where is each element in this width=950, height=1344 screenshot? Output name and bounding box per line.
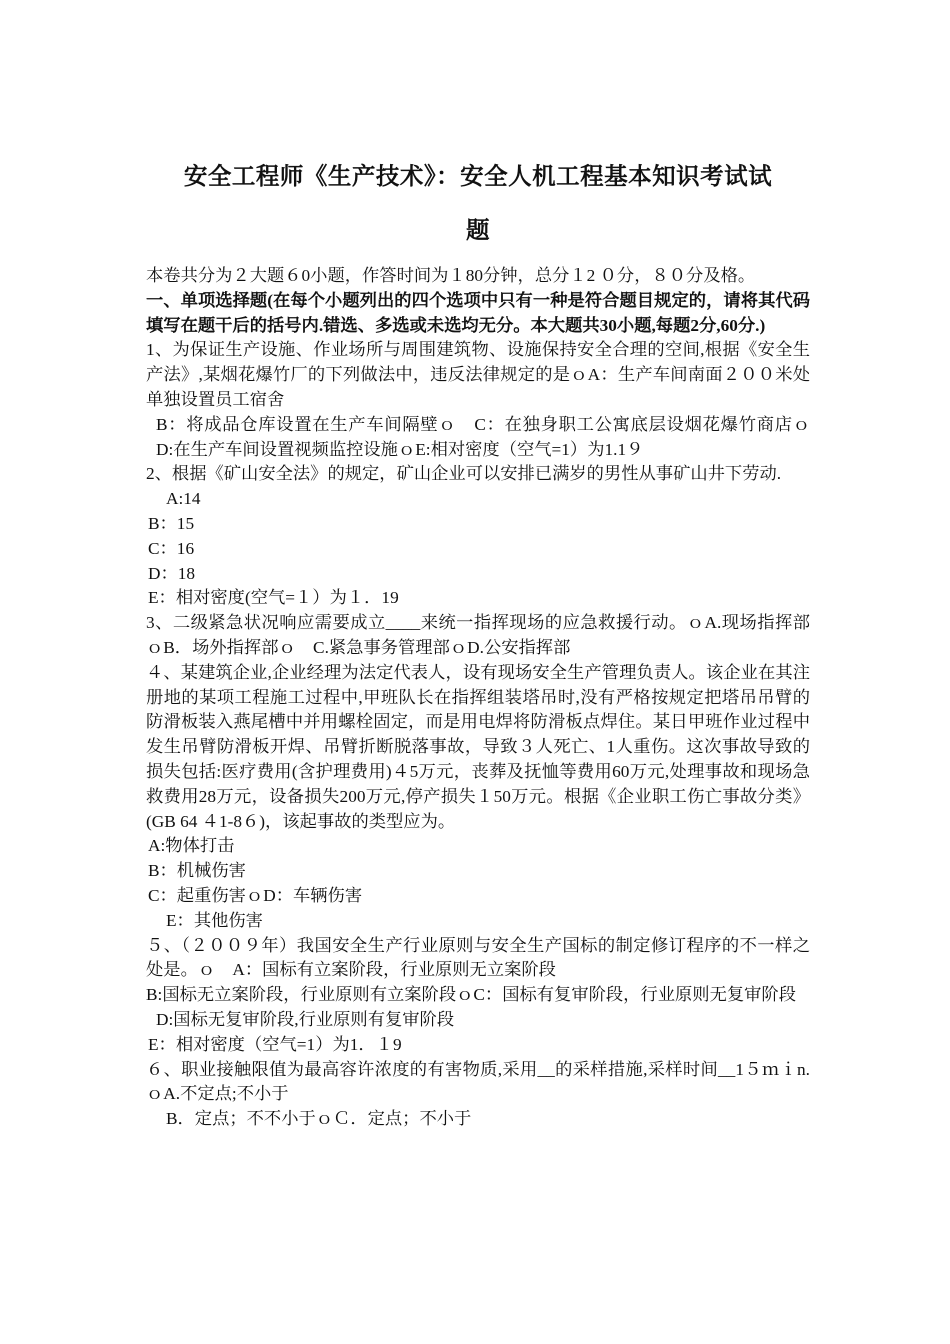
question-2-option-e: E：相对密度(空气=１）为１．19 bbox=[148, 588, 399, 608]
question-4-option-cd: C：起重伤害ｏD：车辆伤害 bbox=[148, 885, 363, 905]
question-4-option-b: B：机械伤害 bbox=[148, 861, 246, 881]
question-5-stem: ５、（２００９年）我国安全生产行业原则与安全生产国标的制定修订程序的不一样之处是。ｏ A：国标有立案阶段，行业原则无立案阶段 bbox=[146, 935, 810, 980]
question-1-options: B：将成品仓库设置在生产车间隔壁ｏ C：在独身职工公寓底层设烟花爆竹商店ｏ D:在生产车间设置视频监控设施ｏE:相对密度（空气=1）为1.1９ bbox=[156, 414, 828, 459]
title-line-2: 题 bbox=[466, 218, 490, 244]
question-2-option-d: D：18 bbox=[148, 563, 196, 583]
question-4-option-e: E：其他伤害 bbox=[166, 910, 263, 930]
question-3: 3、二级紧急状况响应需要成立____来统一指挥现场的应急救援行动。ｏA.现场指挥部ｏB．场外指挥部ｏ C.紧急事务管理部ｏD.公安指挥部 bbox=[146, 613, 810, 657]
question-5-option-d: D:国标无复审阶段,行业原则有复审阶段 bbox=[156, 1009, 455, 1029]
question-5-options-bc: B:国标无立案阶段，行业原则有立案阶段ｏC：国标有复审阶段，行业原则无复审阶段 bbox=[146, 985, 796, 1005]
question-2-option-a: A:14 bbox=[166, 489, 201, 509]
question-5-option-e: E：相对密度（空气=1）为1．１9 bbox=[148, 1034, 402, 1054]
question-2-option-b: B：15 bbox=[148, 513, 195, 533]
document-page bbox=[146, 150, 828, 1132]
title-line-1: 安全工程师《生产技术》：安全人机工程基本知识考试试 bbox=[183, 164, 773, 190]
question-2-stem: 2、根据《矿山安全法》的规定，矿山企业可以安排已满岁的男性从事矿山井下劳动. bbox=[146, 464, 782, 484]
section-heading: 一、单项选择题(在每个小题列出的四个选项中只有一种是符合题目规定的，请将其代码填写在题干后的括号内.错选、多选或未选均无分。本大题共30小题,每题2分,60分.) bbox=[146, 290, 810, 335]
question-6-options: B．定点；不不小于ｏＣ．定点；不小于 bbox=[166, 1109, 472, 1129]
question-4-stem: ４、某建筑企业,企业经理为法定代表人，设有现场安全生产管理负责人。该企业在其注册地的某项工程施工过程中,甲班队长在指挥组装塔吊时,没有严格按规定把塔吊吊臂的防滑板装入燕尾槽中并用螺栓固定，而是用电焊将防滑板点焊住。某日甲班作业过程中发生吊臂防滑板开焊、吊臂折断脱落事故，导致３人死亡、1人重伤。这次事故导致的损失包括:医疗费用(含护理费用)４5万元，丧葬及抚恤等费用60万元,处理事故和现场急救费用28万元，设备损失200万元,停产损失１50万元。根据《企业职工伤亡事故分类》(GB 64 ４1-8６)，该起事故的类型应为。 bbox=[146, 662, 810, 831]
document-title bbox=[146, 150, 810, 258]
question-1-stem: 1、为保证生产设施、作业场所与周围建筑物、设施保持安全合理的空间,根据《安全生产法》,某烟花爆竹厂的下列做法中，违反法律规定的是ｏA：生产车间南面２００米处单独设置员工宿舍 bbox=[146, 340, 810, 409]
exam-intro: 本卷共分为２大题６0小题，作答时间为１80分钟，总分１2 ０分，８０分及格。 bbox=[146, 266, 756, 285]
question-2-option-c: C：16 bbox=[148, 538, 195, 558]
question-6-stem: ６、职业接触限值为最高容许浓度的有害物质,采用__的采样措施,采样时间__1５ｍｉn.ｏA.不定点;不小于 bbox=[146, 1059, 810, 1104]
question-4-option-a: A:物体打击 bbox=[148, 836, 235, 856]
